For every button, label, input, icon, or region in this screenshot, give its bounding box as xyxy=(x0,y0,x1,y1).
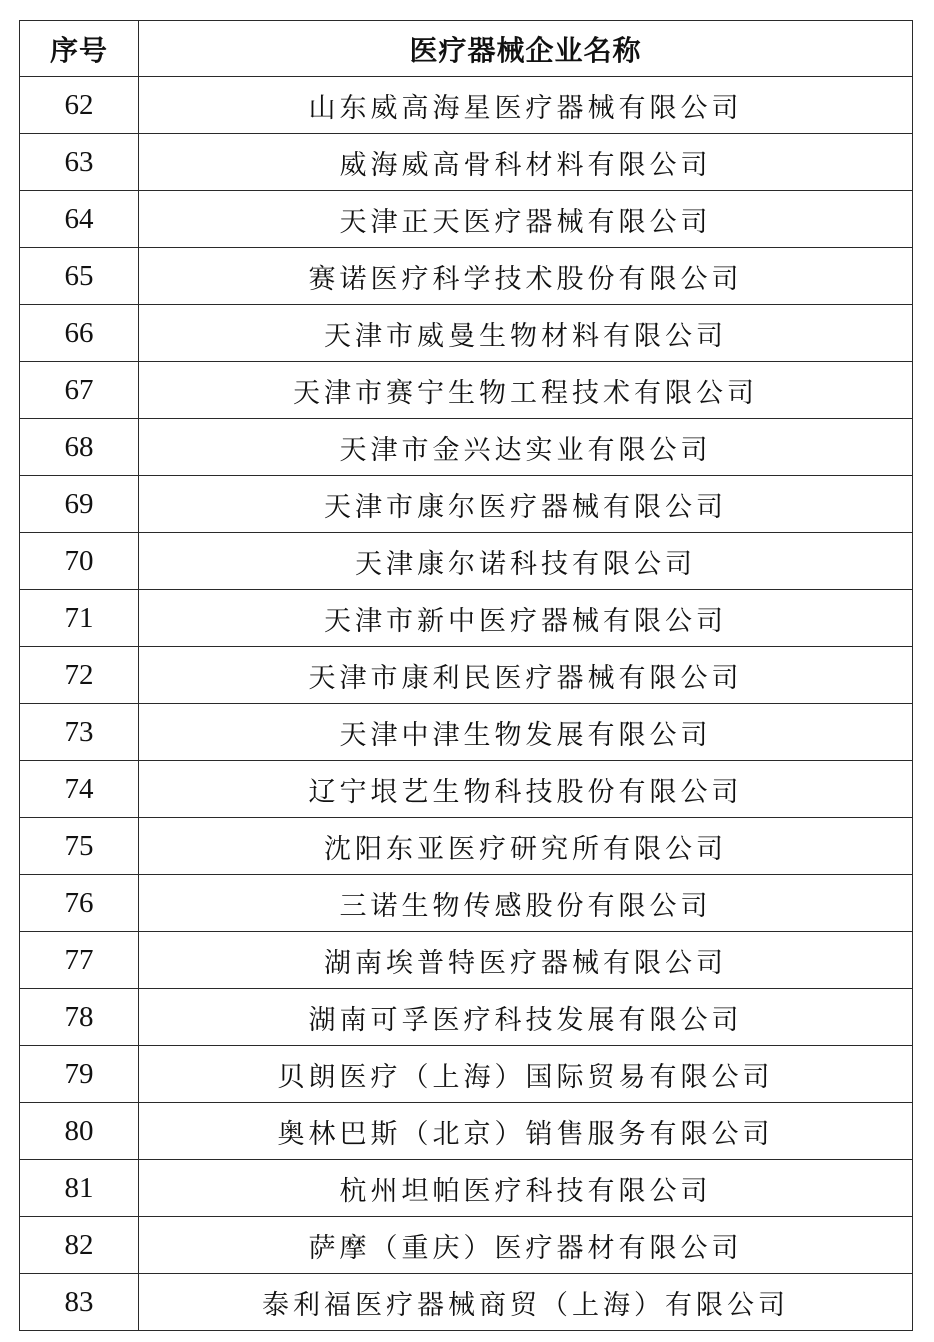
company-name-cell: 湖南可孚医疗科技发展有限公司 xyxy=(139,989,913,1046)
serial-number-cell: 68 xyxy=(20,419,139,476)
company-name-cell: 湖南埃普特医疗器械有限公司 xyxy=(139,932,913,989)
serial-number-cell: 67 xyxy=(20,362,139,419)
company-name-cell: 三诺生物传感股份有限公司 xyxy=(139,875,913,932)
table-row xyxy=(20,989,913,1046)
company-name-cell: 贝朗医疗（上海）国际贸易有限公司 xyxy=(139,1046,913,1103)
serial-number-cell: 76 xyxy=(20,875,139,932)
serial-number-cell: 74 xyxy=(20,761,139,818)
company-name-cell: 杭州坦帕医疗科技有限公司 xyxy=(139,1160,913,1217)
serial-number-cell: 78 xyxy=(20,989,139,1046)
company-name-cell: 天津市康尔医疗器械有限公司 xyxy=(139,476,913,533)
serial-number-cell: 70 xyxy=(20,533,139,590)
company-name-cell: 赛诺医疗科学技术股份有限公司 xyxy=(139,248,913,305)
company-name-cell: 辽宁垠艺生物科技股份有限公司 xyxy=(139,761,913,818)
header-serial-number: 序号 xyxy=(20,21,139,77)
header-company-name: 医疗器械企业名称 xyxy=(139,21,913,77)
table-row xyxy=(20,704,913,761)
table-row xyxy=(20,1217,913,1274)
table-row xyxy=(20,1046,913,1103)
company-name-cell: 天津市威曼生物材料有限公司 xyxy=(139,305,913,362)
table-row xyxy=(20,248,913,305)
serial-number-cell: 79 xyxy=(20,1046,139,1103)
serial-number-cell: 81 xyxy=(20,1160,139,1217)
serial-number-cell: 72 xyxy=(20,647,139,704)
company-name-cell: 泰利福医疗器械商贸（上海）有限公司 xyxy=(139,1274,913,1331)
table-row xyxy=(20,77,913,134)
table-row xyxy=(20,761,913,818)
company-name-cell: 天津市新中医疗器械有限公司 xyxy=(139,590,913,647)
company-name-cell: 天津市康利民医疗器械有限公司 xyxy=(139,647,913,704)
table-row xyxy=(20,932,913,989)
serial-number-cell: 66 xyxy=(20,305,139,362)
serial-number-cell: 71 xyxy=(20,590,139,647)
serial-number-cell: 80 xyxy=(20,1103,139,1160)
serial-number-cell: 63 xyxy=(20,134,139,191)
serial-number-cell: 77 xyxy=(20,932,139,989)
company-name-cell: 沈阳东亚医疗研究所有限公司 xyxy=(139,818,913,875)
serial-number-cell: 73 xyxy=(20,704,139,761)
table-row xyxy=(20,1160,913,1217)
serial-number-cell: 69 xyxy=(20,476,139,533)
table-row xyxy=(20,305,913,362)
serial-number-cell: 82 xyxy=(20,1217,139,1274)
serial-number-cell: 64 xyxy=(20,191,139,248)
table-row xyxy=(20,419,913,476)
serial-number-cell: 62 xyxy=(20,77,139,134)
table-row xyxy=(20,1103,913,1160)
serial-number-cell: 83 xyxy=(20,1274,139,1331)
company-name-cell: 天津中津生物发展有限公司 xyxy=(139,704,913,761)
serial-number-cell: 65 xyxy=(20,248,139,305)
table-row xyxy=(20,1274,913,1331)
table-row xyxy=(20,134,913,191)
company-table xyxy=(19,20,913,1331)
serial-number-cell: 75 xyxy=(20,818,139,875)
table-row xyxy=(20,818,913,875)
company-name-cell: 天津市金兴达实业有限公司 xyxy=(139,419,913,476)
company-name-cell: 天津康尔诺科技有限公司 xyxy=(139,533,913,590)
table-body xyxy=(20,77,913,1331)
table-row xyxy=(20,533,913,590)
table-row xyxy=(20,362,913,419)
company-name-cell: 威海威高骨科材料有限公司 xyxy=(139,134,913,191)
table-row xyxy=(20,191,913,248)
table-row xyxy=(20,647,913,704)
company-name-cell: 萨摩（重庆）医疗器材有限公司 xyxy=(139,1217,913,1274)
table-row xyxy=(20,590,913,647)
company-name-cell: 奥林巴斯（北京）销售服务有限公司 xyxy=(139,1103,913,1160)
table-row xyxy=(20,875,913,932)
company-name-cell: 天津正天医疗器械有限公司 xyxy=(139,191,913,248)
company-name-cell: 天津市赛宁生物工程技术有限公司 xyxy=(139,362,913,419)
table-row xyxy=(20,476,913,533)
table-header-row xyxy=(20,21,913,77)
company-name-cell: 山东威高海星医疗器械有限公司 xyxy=(139,77,913,134)
